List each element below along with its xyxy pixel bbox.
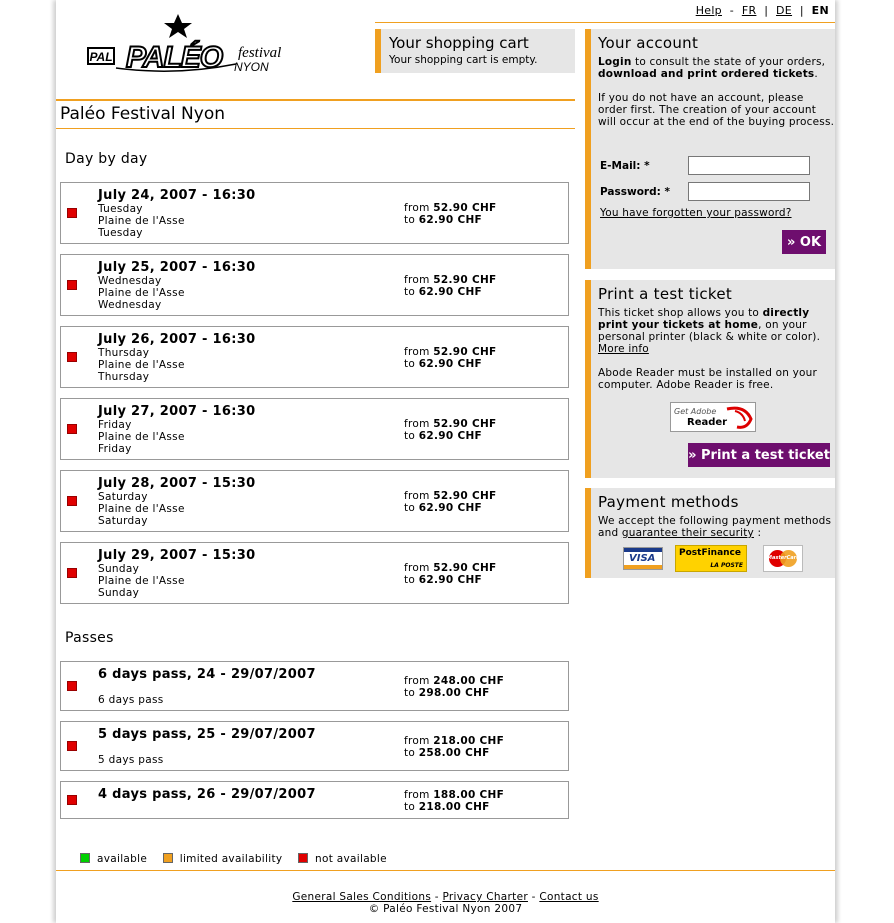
price-to: to 62.90 CHF	[404, 502, 483, 514]
event-venue: Plaine de l'Asse	[98, 575, 185, 587]
contact-link[interactable]: Contact us	[539, 891, 599, 903]
logo-festival-text: festival	[238, 45, 282, 61]
availability-legend	[80, 853, 399, 865]
section-title-days: Day by day	[65, 151, 148, 167]
mastercard-logo	[763, 545, 803, 572]
separator: |	[799, 4, 804, 17]
event-weekday: Sunday	[98, 563, 140, 575]
price-from: from 52.90 CHF	[404, 490, 497, 502]
account-title: Your account	[598, 34, 699, 52]
price-from: from 52.90 CHF	[404, 346, 497, 358]
event-weekday-repeat: Tuesday	[98, 227, 143, 239]
logo-sub-text: NYON	[234, 60, 269, 74]
event-weekday: Saturday	[98, 491, 148, 503]
event-row[interactable]	[60, 182, 569, 244]
visa-text: VISA	[629, 553, 656, 564]
legend-swatch-not-available	[298, 853, 308, 863]
section-title-passes: Passes	[65, 630, 114, 646]
page-title: Paléo Festival Nyon	[60, 104, 226, 124]
event-venue: Plaine de l'Asse	[98, 287, 185, 299]
postfinance-text: PostFinance	[679, 548, 741, 558]
price-to: to 298.00 CHF	[404, 687, 490, 699]
pass-description: 5 days pass	[98, 754, 164, 766]
lang-de-link[interactable]: DE	[776, 4, 793, 17]
postfinance-logo	[675, 545, 747, 572]
event-date: July 26, 2007 - 16:30	[98, 332, 256, 347]
availability-indicator	[67, 424, 77, 434]
gsc-link[interactable]: General Sales Conditions	[292, 891, 432, 903]
event-venue: Plaine de l'Asse	[98, 215, 185, 227]
legend-swatch-available	[80, 853, 90, 863]
pass-row[interactable]	[60, 781, 569, 819]
event-row[interactable]	[60, 470, 569, 532]
adobe-icon	[725, 405, 753, 431]
adobe-get-text: Get Adobe	[674, 407, 717, 416]
reader-text: Abode Reader must be installed on your computer. Adobe Reader is free.	[598, 367, 818, 391]
test-ticket-text: This ticket shop allows you to directly print your tickets at home, on your personal printer (black & white or color). More info	[598, 307, 821, 355]
event-venue: Plaine de l'Asse	[98, 431, 185, 443]
account-intro: Login to consult the state of your orders, download and print ordered tickets.	[598, 56, 826, 80]
title-divider-bottom	[56, 128, 575, 129]
price-from: from 218.00 CHF	[404, 735, 505, 747]
laposte-text: LA POSTE	[710, 562, 743, 569]
legend-limited: limited availability	[179, 853, 283, 865]
legend-swatch-limited	[163, 853, 173, 863]
event-row[interactable]	[60, 398, 569, 460]
event-date: July 24, 2007 - 16:30	[98, 188, 256, 203]
help-link[interactable]: Help	[695, 4, 722, 17]
pass-title: 4 days pass, 26 - 29/07/2007	[98, 787, 316, 802]
price-from: from 52.90 CHF	[404, 274, 497, 286]
price-from: from 248.00 CHF	[404, 675, 505, 687]
logo-badge-text: PAL	[89, 50, 113, 64]
price-to: to 62.90 CHF	[404, 430, 483, 442]
event-date: July 27, 2007 - 16:30	[98, 404, 256, 419]
event-weekday-repeat: Friday	[98, 443, 132, 455]
availability-indicator	[67, 741, 77, 751]
email-label: E-Mail: *	[600, 160, 650, 172]
forgot-password-link[interactable]: You have forgotten your password?	[600, 207, 792, 219]
event-weekday: Friday	[98, 419, 132, 431]
get-adobe-reader-badge[interactable]	[670, 402, 756, 432]
event-row[interactable]	[60, 254, 569, 316]
event-weekday-repeat: Thursday	[98, 371, 150, 383]
event-weekday-repeat: Sunday	[98, 587, 140, 599]
cart-title: Your shopping cart	[389, 34, 529, 52]
price-to: to 62.90 CHF	[404, 358, 483, 370]
event-weekday: Thursday	[98, 347, 150, 359]
event-venue: Plaine de l'Asse	[98, 503, 185, 515]
security-link[interactable]: guarantee their security	[621, 527, 754, 539]
availability-indicator	[67, 352, 77, 362]
visa-logo	[623, 547, 663, 570]
test-ticket-panel	[585, 280, 835, 478]
language-links	[696, 4, 829, 17]
print-test-ticket-button[interactable]: » Print a test ticket	[688, 443, 830, 467]
shopping-cart-panel	[375, 29, 575, 73]
adobe-reader-text: Reader	[687, 417, 728, 428]
event-weekday: Wednesday	[98, 275, 162, 287]
availability-indicator	[67, 208, 77, 218]
page	[56, 0, 835, 923]
login-ok-button[interactable]: » OK	[782, 230, 826, 254]
copyright: © Paléo Festival Nyon 2007	[368, 903, 523, 915]
price-to: to 258.00 CHF	[404, 747, 490, 759]
password-label: Password: *	[600, 186, 670, 198]
footer: General Sales Conditions - Privacy Charter - Contact us © Paléo Festival Nyon 2007	[292, 891, 599, 915]
event-row[interactable]	[60, 326, 569, 388]
price-from: from 52.90 CHF	[404, 202, 497, 214]
event-date: July 28, 2007 - 15:30	[98, 476, 256, 491]
event-date: July 29, 2007 - 15:30	[98, 548, 256, 563]
separator: -	[729, 4, 735, 17]
header-divider	[375, 22, 835, 23]
logo-graphic	[86, 12, 301, 76]
price-to: to 62.90 CHF	[404, 574, 483, 586]
event-weekday-repeat: Wednesday	[98, 299, 162, 311]
availability-indicator	[67, 795, 77, 805]
payment-text: We accept the following payment methods and guarantee their security :	[598, 515, 832, 539]
separator: |	[764, 4, 769, 17]
payment-title: Payment methods	[598, 493, 739, 511]
price-from: from 188.00 CHF	[404, 789, 505, 801]
account-panel	[585, 29, 835, 269]
test-ticket-title: Print a test ticket	[598, 285, 733, 303]
account-noaccount: If you do not have an account, please order first. The creation of your account will occur at the end of the buying process.	[598, 92, 835, 128]
pass-title: 6 days pass, 24 - 29/07/2007	[98, 667, 316, 682]
availability-indicator	[67, 496, 77, 506]
footer-divider	[56, 870, 835, 871]
event-venue: Plaine de l'Asse	[98, 359, 185, 371]
email-field[interactable]	[688, 156, 810, 175]
event-date: July 25, 2007 - 16:30	[98, 260, 256, 275]
more-info-link[interactable]: More info	[598, 343, 649, 355]
mastercard-text: MasterCard	[767, 555, 800, 561]
legend-not-available: not available	[315, 853, 387, 865]
payment-methods-panel	[585, 488, 835, 578]
price-to: to 62.90 CHF	[404, 286, 483, 298]
price-to: to 62.90 CHF	[404, 214, 483, 226]
event-weekday: Tuesday	[98, 203, 143, 215]
pass-title: 5 days pass, 25 - 29/07/2007	[98, 727, 316, 742]
price-from: from 52.90 CHF	[404, 562, 497, 574]
title-divider-top	[56, 99, 575, 101]
privacy-link[interactable]: Privacy Charter	[442, 891, 528, 903]
availability-indicator	[67, 568, 77, 578]
cart-status: Your shopping cart is empty.	[389, 54, 538, 66]
lang-en-current: EN	[811, 4, 829, 17]
pass-description: 6 days pass	[98, 694, 164, 706]
legend-available: available	[97, 853, 148, 865]
event-weekday-repeat: Saturday	[98, 515, 148, 527]
availability-indicator	[67, 681, 77, 691]
event-row[interactable]	[60, 542, 569, 604]
lang-fr-link[interactable]: FR	[741, 4, 757, 17]
paleo-logo[interactable]	[86, 12, 301, 76]
password-field[interactable]	[688, 182, 810, 201]
price-from: from 52.90 CHF	[404, 418, 497, 430]
availability-indicator	[67, 280, 77, 290]
pass-row[interactable]	[60, 721, 569, 771]
logo-main-text: PALÉO	[126, 41, 223, 74]
pass-row[interactable]	[60, 661, 569, 711]
price-to: to 218.00 CHF	[404, 801, 490, 813]
